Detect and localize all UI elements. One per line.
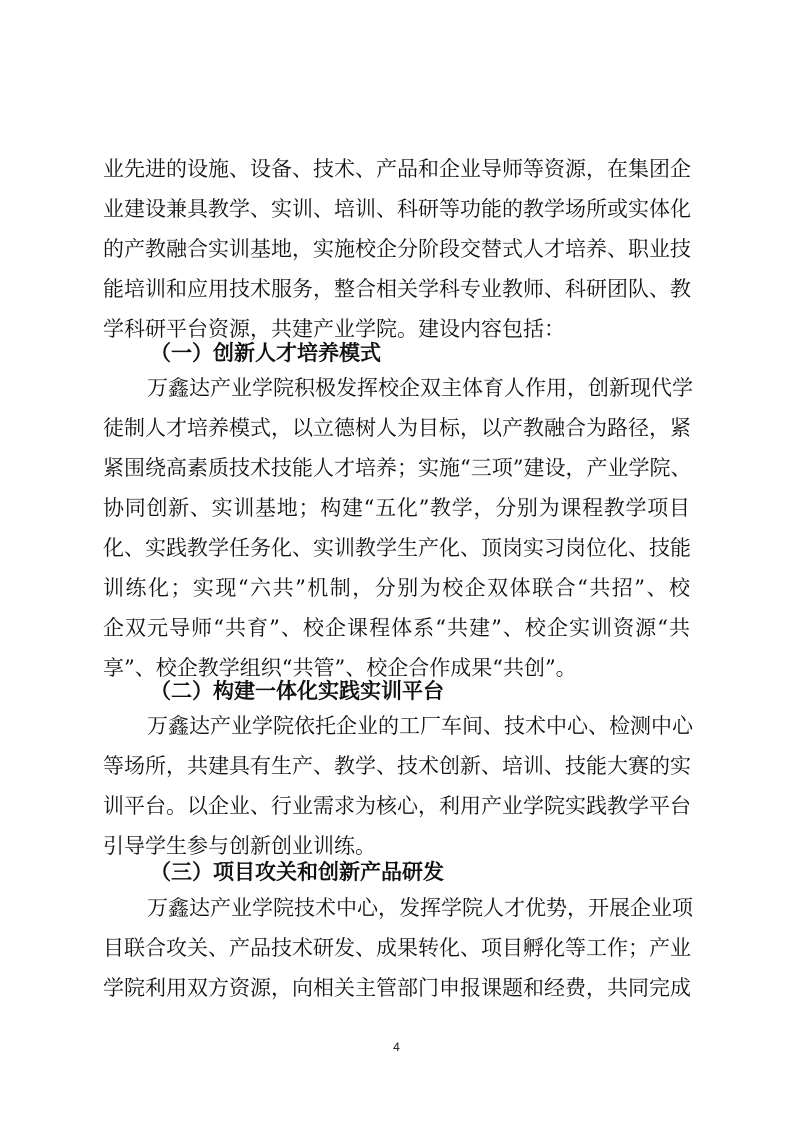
paragraph-line: 万鑫达产业学院依托企业的工厂车间、技术中心、检测中心 — [147, 714, 693, 738]
paragraph-line: 学院利用双方资源，向相关主管部门申报课题和经费，共同完成 — [103, 976, 691, 1000]
paragraph-line: 引导学生参与创新创业训练。 — [103, 834, 376, 858]
paragraph-line: 化、实践教学任务化、实训教学生产化、顶岗实习岗位化、技能 — [103, 536, 691, 560]
paragraph-line: 万鑫达产业学院积极发挥校企双主体育人作用，创新现代学 — [147, 376, 693, 400]
paragraph-line: 目联合攻关、产品技术研发、成果转化、项目孵化等工作；产业 — [103, 936, 691, 960]
section-heading-1: （一）创新人才培养模式 — [150, 340, 381, 365]
paragraph-line: 能培训和应用技术服务，整合相关学科专业教师、科研团队、教 — [103, 277, 691, 301]
paragraph-line: 业先进的设施、设备、技术、产品和企业导师等资源，在集团企 — [103, 157, 691, 181]
page-number: 4 — [393, 1040, 400, 1054]
paragraph-line: 紧围绕高素质技术技能人才培养；实施“三项”建设，产业学院、 — [103, 456, 692, 480]
paragraph-line: 等场所，共建具有生产、教学、技术创新、培训、技能大赛的实 — [103, 754, 691, 778]
section-heading-2: （二）构建一体化实践实训平台 — [150, 678, 444, 703]
paragraph-line: 万鑫达产业学院技术中心，发挥学院人才优势，开展企业项 — [147, 896, 693, 920]
paragraph-line: 企双元导师“共育”、校企课程体系“共建”、校企实训资源“共 — [103, 616, 690, 640]
paragraph-line: 享”、校企教学组织“共管”、校企合作成果“共创”。 — [103, 656, 577, 680]
paragraph-line: 的产教融合实训基地，实施校企分阶段交替式人才培养、职业技 — [103, 237, 691, 261]
paragraph-line: 徒制人才培养模式，以立德树人为目标，以产教融合为路径，紧 — [103, 416, 691, 440]
paragraph-line: 学科研平台资源，共建产业学院。建设内容包括： — [103, 317, 565, 341]
paragraph-line: 训练化；实现“六共”机制，分别为校企双体联合“共招”、校 — [103, 576, 690, 600]
paragraph-line: 训平台。以企业、行业需求为核心，利用产业学院实践教学平台 — [103, 794, 691, 818]
section-heading-3: （三）项目攻关和创新产品研发 — [150, 859, 444, 884]
paragraph-line: 业建设兼具教学、实训、培训、科研等功能的教学场所或实体化 — [103, 197, 691, 221]
paragraph-line: 协同创新、实训基地；构建“五化”教学，分别为课程教学项目 — [103, 496, 690, 520]
